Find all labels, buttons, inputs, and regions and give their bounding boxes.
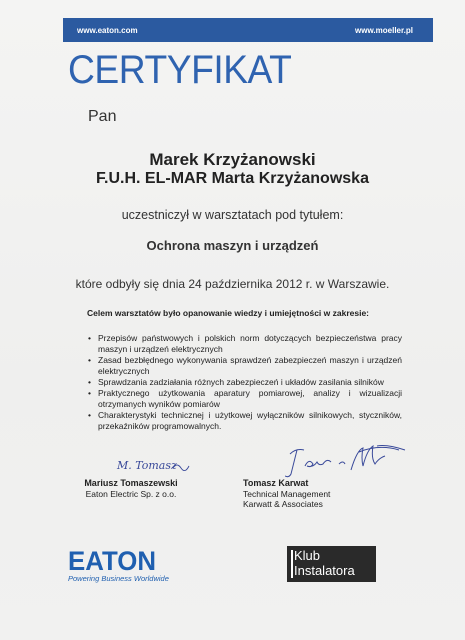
company-name: F.U.H. EL-MAR Marta Krzyżanowska xyxy=(96,170,369,187)
signature-karwat-part1 xyxy=(285,450,345,477)
eaton-url[interactable]: www.eaton.com xyxy=(77,26,138,35)
signatory-1-company: Eaton Electric Sp. z o.o. xyxy=(85,488,177,499)
signatory-2-role: Technical Management xyxy=(243,488,331,499)
topic-text: Praktycznego użytkowania aparatury pomiarowej, analizy i wizualizacji otrzymanych wyników pomiarów xyxy=(98,388,402,409)
bullet-icon: • xyxy=(88,410,91,420)
bullet-icon: • xyxy=(88,377,91,387)
klub-logo-line2: Instalatora xyxy=(294,563,355,578)
eaton-logo xyxy=(68,546,180,586)
topic-text: Charakterystyki technicznej i użytkowej wyłączników silnikowych, styczników, przekaźników programowalnych. xyxy=(98,410,402,431)
eaton-logo-wordmark: EATON xyxy=(68,546,156,576)
bullet-icon: • xyxy=(88,333,91,343)
header-bar xyxy=(63,18,433,42)
topics-list xyxy=(88,333,402,432)
signatory-2-company: Karwatt & Associates xyxy=(243,499,323,509)
certificate-title: CERTYFIKAT xyxy=(68,48,292,92)
signatory-1-name: Mariusz Tomaszewski xyxy=(84,478,178,488)
topic-text: Przepisów państwowych i polskich norm dotyczących bezpieczeństwa pracy maszyn i urządzeń elektrycznych xyxy=(98,333,402,354)
signatory-2 xyxy=(243,478,383,510)
list-item xyxy=(88,388,402,410)
participation-text: uczestniczył w warsztatach pod tytułem: xyxy=(121,208,344,222)
list-item xyxy=(88,410,402,432)
moeller-url[interactable]: www.moeller.pl xyxy=(355,26,413,35)
workshop-title: Ochrona maszyn i urządzeń xyxy=(146,238,319,253)
salutation: Pan xyxy=(88,108,117,125)
signature-tomaszewski xyxy=(115,456,195,474)
list-item xyxy=(88,377,402,388)
bullet-icon: • xyxy=(88,355,91,365)
goal-text: Celem warsztatów było opanowanie wiedzy i umiejętności w zakresie: xyxy=(87,308,369,318)
signature-karwat xyxy=(285,440,415,480)
recipient-name: Marek Krzyżanowski xyxy=(149,150,316,169)
topic-text: Zasad bezbłędnego wykonywania sprawdzeń zabezpieczeń maszyn i urządzeń elektrycznych xyxy=(98,355,402,376)
date-text: które odbyły się dnia 24 października 2012 r. w Warszawie. xyxy=(75,277,390,291)
list-item xyxy=(88,355,402,377)
klub-instalatora-logo xyxy=(287,546,376,582)
list-item xyxy=(88,333,402,355)
topic-text: Sprawdzania zadziałania różnych zabezpieczeń i układów zasilania silników xyxy=(98,377,384,387)
eaton-tagline: Powering Business Worldwide xyxy=(68,574,169,583)
klub-logo-bar xyxy=(291,550,293,578)
signatory-2-name: Tomasz Karwat xyxy=(243,478,309,488)
bullet-icon: • xyxy=(88,388,91,398)
signature-karwat-part2 xyxy=(351,446,405,471)
signature-tomaszewski-text: M. Tomasz xyxy=(117,459,177,472)
klub-logo-line1: Klub xyxy=(294,548,321,563)
signatory-1 xyxy=(0,478,262,499)
